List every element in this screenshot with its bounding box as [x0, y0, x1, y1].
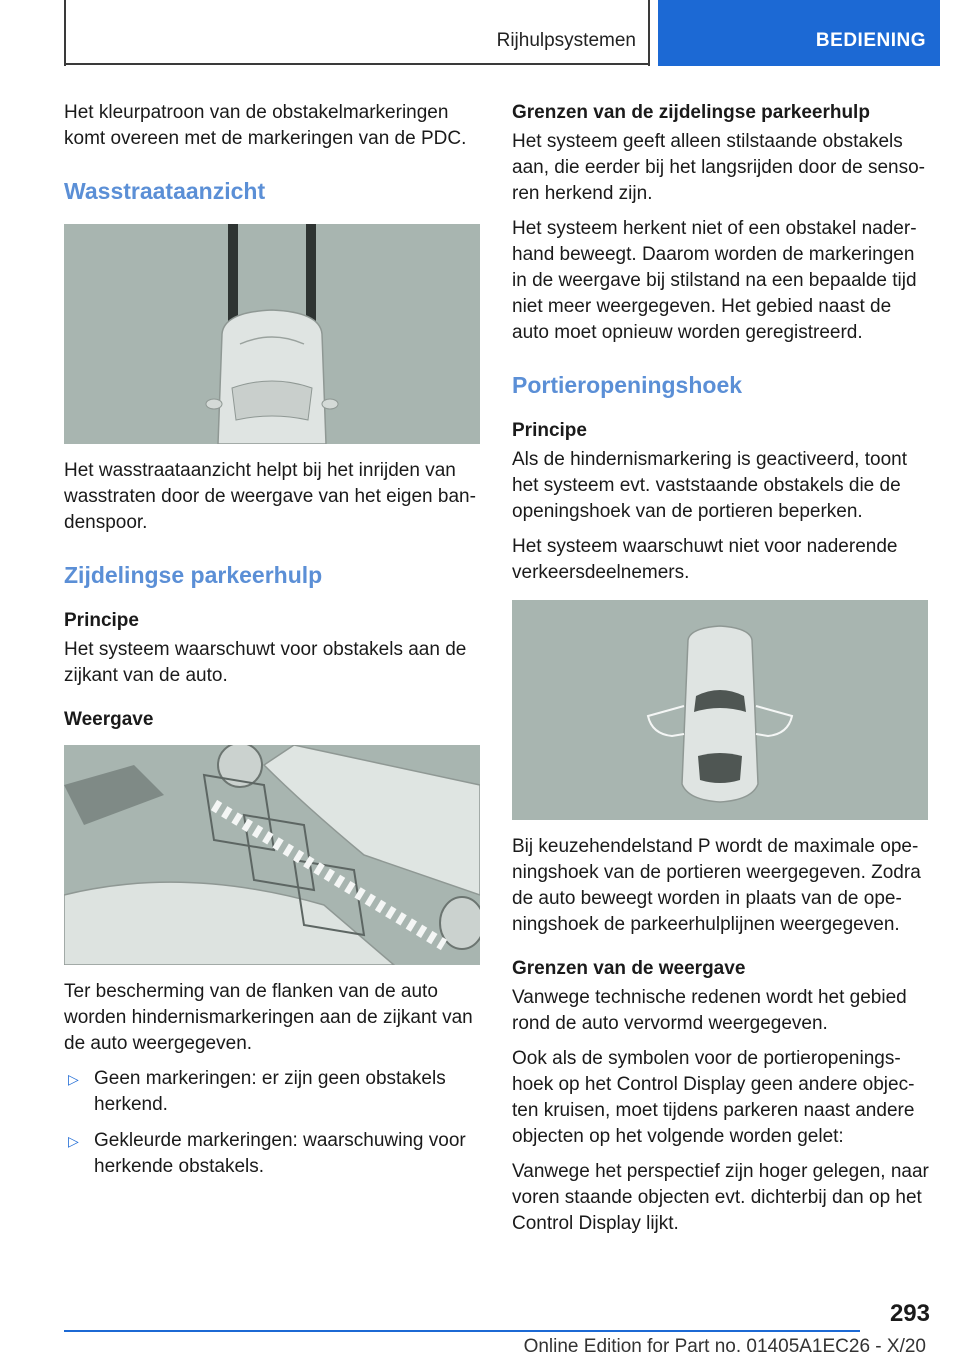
marker-list [64, 1066, 482, 1180]
principle-text: Het systeem waarschuwt voor obstakels aan de zijkant van de auto. [64, 639, 467, 686]
subheading-principle: Principe [64, 610, 139, 631]
right-column [512, 100, 930, 1246]
header-divider [648, 0, 650, 66]
bullet-triangle-icon: ▷ [68, 1071, 79, 1087]
header-section-title: Rijhulpsystemen [496, 30, 636, 51]
header-chapter-label: BEDIENING [815, 30, 926, 51]
heading-side-parking-assist: Zijdelingse parkeerhulp [64, 562, 323, 588]
display-limits-paragraph-1: Vanwege technische redenen wordt het gebied rond de auto vervormd weergegeven. [512, 987, 907, 1034]
header-bottom-rule [64, 63, 650, 65]
door-principle-paragraph-2: Het systeem waarschuwt niet voor naderende verkeersdeelnemers. [512, 536, 898, 583]
header-chapter-tab[interactable] [658, 0, 940, 66]
subheading-display: Weergave [64, 709, 154, 730]
list-item-text: Geen markeringen: er zijn geen obstakels herkend. [94, 1068, 446, 1115]
bullet-triangle-icon: ▷ [68, 1133, 79, 1149]
subheading-display-limits: Grenzen van de weergave [512, 958, 746, 979]
page-number: 293 [889, 1300, 930, 1327]
car-wash-view-text: Het wasstraataanzicht helpt bij het inrijden van wasstraten door de weergave van het eigen bandenspoor. [64, 460, 476, 533]
subheading-side-assist-limits: Grenzen van de zijdelingse parkeerhulp [512, 102, 870, 123]
list-item-text: Gekleurde markeringen: waarschuwing voor herkende obstakels. [94, 1130, 466, 1177]
display-limits-paragraph-3: Vanwege het perspectief zijn hoger gelegen, naar voren staande objecten evt. dichterbij dan op het Control Display lijkt. [512, 1161, 929, 1234]
limits-paragraph-2: Het systeem herkent niet of een obstakel naderhand beweegt. Daarom worden de markeringen in de weergave bij stilstand na een bepaalde tijd niet meer weergegeven. Het gebied naast de auto moet opnieuw worden geregistreerd. [512, 218, 917, 343]
heading-door-opening-angle: Portieropeningshoek [512, 372, 743, 398]
door-angle-explanation: Bij keuzehendelstand P wordt de maximale openingshoek van de portieren weergegeven. Zodra de auto beweegt worden in plaats van de openingshoek de parkeerhulplijnen weergegeven. [512, 836, 921, 935]
side-parking-assist-illustration [64, 745, 480, 965]
display-limits-paragraph-2: Ook als de symbolen voor de portieropeningshoek op het Control Display geen andere objecten kruisen, moet tijdens parkeren naast andere objecten op het volgende worden gelet: [512, 1048, 915, 1147]
list-item [64, 1066, 482, 1118]
footer-edition-text: Online Edition for Part no. 01405A1EC26 - X/20 [523, 1336, 926, 1357]
heading-car-wash-view: Wasstraataanzicht [64, 178, 266, 204]
intro-paragraph: Het kleurpatroon van de obstakelmarkeringen komt overeen met de markeringen van de PDC. [64, 102, 467, 149]
header-left-rule [64, 0, 66, 66]
door-principle-paragraph-1: Als de hindernismarkering is geactiveerd, toont het systeem evt. vaststaande obstakels die de openingshoek van de portieren beperken. [512, 449, 907, 522]
footer-rule [64, 1330, 860, 1332]
car-wash-view-illustration [64, 224, 480, 444]
list-item [64, 1128, 482, 1180]
door-opening-angle-illustration [512, 600, 928, 820]
subheading-principle: Principe [512, 420, 587, 441]
display-text: Ter bescherming van de flanken van de auto worden hindernismarkeringen aan de zijkant van de auto weergegeven. [64, 981, 473, 1054]
left-column [64, 100, 482, 1190]
limits-paragraph-1: Het systeem geeft alleen stilstaande obstakels aan, die eerder bij het langsrijden door de sensoren herkend zijn. [512, 131, 925, 204]
